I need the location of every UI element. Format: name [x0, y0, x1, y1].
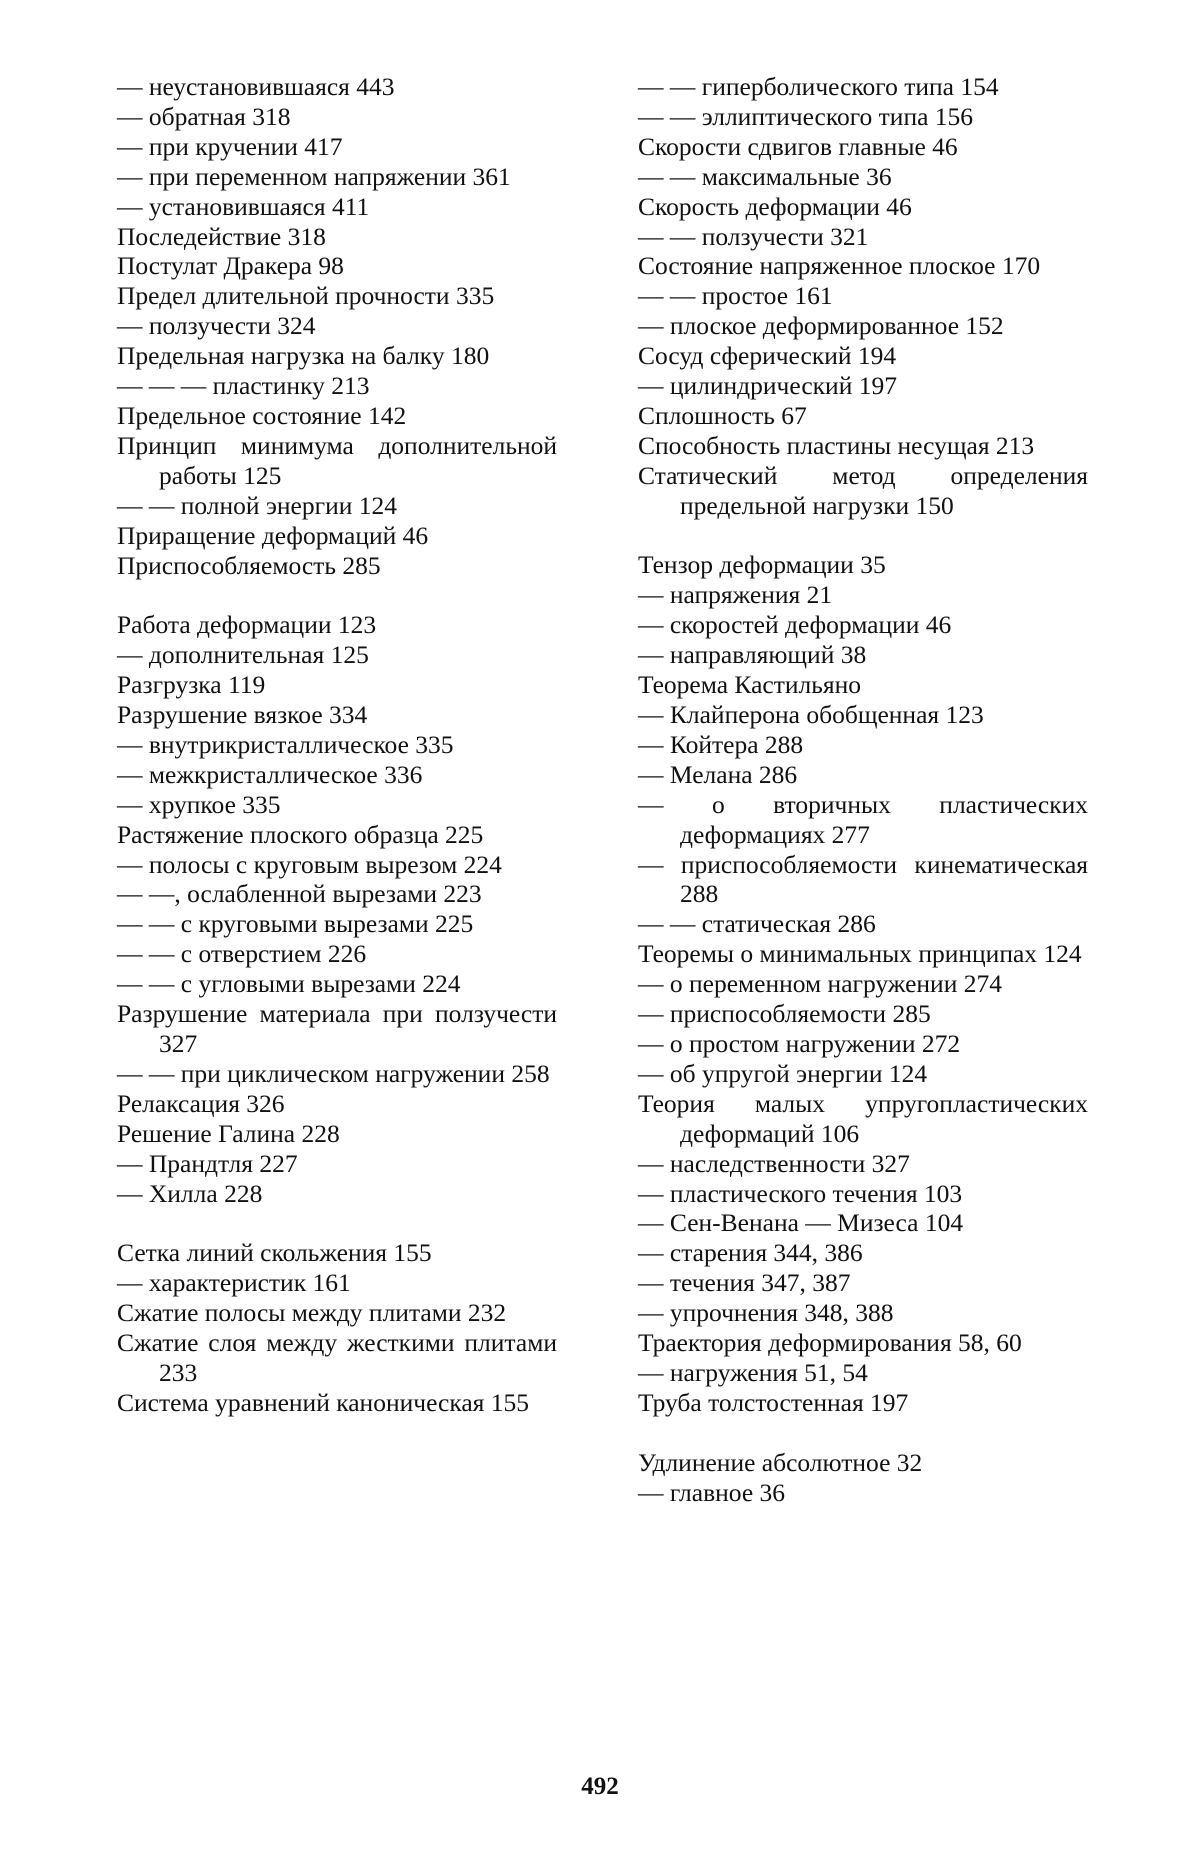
index-entry: Труба толстостенная 197	[638, 1387, 909, 1417]
index-entry: Теоремы о минимальных принципах 124	[638, 939, 1082, 969]
index-entry: Сплошность 67	[638, 400, 807, 430]
index-entry: — — с отверстием 226	[117, 939, 367, 969]
index-entry: Теорема Кастильяно	[638, 670, 861, 700]
index-entry: Разрушение материала при ползучести 327	[117, 999, 557, 1058]
index-entry: — Прандтля 227	[117, 1148, 298, 1178]
index-entry: Решение Галина 228	[117, 1118, 340, 1148]
index-entry: — течения 347, 387	[638, 1268, 851, 1298]
index-entry: — Клайперона обобщенная 123	[638, 700, 984, 730]
index-entry: Предельная нагрузка на балку 180	[117, 341, 490, 371]
index-entry: — о вторичных пластических деформациях 277	[638, 789, 1088, 849]
index-entry: Разгрузка 119	[117, 670, 266, 700]
index-entry: Удлинение абсолютное 32	[638, 1447, 923, 1477]
index-entry: Предельное состояние 142	[117, 400, 407, 430]
index-entry: — — при циклическом нагружении 258	[117, 1058, 550, 1088]
index-entry: Приращение деформаций 46	[117, 520, 429, 550]
section-gap	[638, 521, 1088, 551]
index-entry: — скоростей деформации 46	[638, 610, 952, 640]
index-entry: — — эллиптического типа 156	[638, 101, 974, 131]
index-entry: Работа деформации 123	[117, 610, 377, 640]
section-gap	[638, 1418, 1088, 1448]
index-entry: — — ползучести 321	[638, 221, 869, 251]
index-entry: — ползучести 324	[117, 311, 316, 341]
index-entry: — напряжения 21	[638, 580, 833, 610]
index-entry: — нагружения 51, 54	[638, 1357, 868, 1387]
index-entry: — дополнительная 125	[117, 640, 369, 670]
index-entry: — — с круговыми вырезами 225	[117, 909, 474, 939]
index-entry: — — с угловыми вырезами 224	[117, 969, 461, 999]
index-entry: — установившаяся 411	[117, 191, 370, 221]
index-entry: — цилиндрический 197	[638, 371, 897, 401]
index-entry: Сетка линий скольжения 155	[117, 1238, 432, 1268]
index-entry: — — простое 161	[638, 281, 833, 311]
index-column-left	[117, 72, 557, 1418]
index-entry: — пластического течения 103	[638, 1178, 963, 1208]
index-column-right	[638, 72, 1088, 1507]
index-entry: Сжатие полосы между плитами 232	[117, 1298, 507, 1328]
index-entry: — старения 344, 386	[638, 1238, 863, 1268]
index-entry: Приспособляемость 285	[117, 550, 381, 580]
index-entry: Принцип минимума дополнительной работы 125	[117, 430, 557, 490]
index-entry: — наследственности 327	[638, 1148, 910, 1178]
index-entry: Состояние напряженное плоское 170	[638, 251, 1041, 281]
index-entry: — — статическая 286	[638, 909, 876, 939]
index-entry: — приспособляемости кинематическая 288	[638, 849, 1088, 909]
index-entry: Тензор деформации 35	[638, 550, 886, 580]
index-entry: — неустановившаяся 443	[117, 72, 395, 101]
index-entry: Скорость деформации 46	[638, 191, 912, 221]
index-entry: Система уравнений каноническая 155	[117, 1387, 530, 1417]
index-entry: Сжатие слоя между жесткими плитами 233	[117, 1328, 557, 1387]
index-entry: — при переменном напряжении 361	[117, 161, 511, 191]
index-entry: Траектория деформирования 58, 60	[638, 1328, 1022, 1358]
index-entry: Последействие 318	[117, 221, 326, 251]
index-entry: — —, ослабленной вырезами 223	[117, 879, 482, 909]
index-entry: — хрупкое 335	[117, 789, 281, 819]
index-entry: — межкристаллическое 336	[117, 759, 423, 789]
index-entry: Скорости сдвигов главные 46	[638, 131, 958, 161]
index-entry: — Койтера 288	[638, 729, 804, 759]
index-entry: — полосы с круговым вырезом 224	[117, 849, 502, 879]
index-entry: Сосуд сферический 194	[638, 341, 897, 371]
index-entry: — главное 36	[638, 1477, 786, 1507]
page-number: 492	[581, 1773, 619, 1800]
index-entry: — упрочнения 348, 388	[638, 1298, 894, 1328]
index-entry: — о простом нагружении 272	[638, 1028, 961, 1058]
section-gap	[117, 1208, 557, 1238]
index-entry: — об упругой энергии 124	[638, 1058, 928, 1088]
section-gap	[117, 580, 557, 610]
index-entry: Разрушение вязкое 334	[117, 700, 368, 730]
index-entry: — — максимальные 36	[638, 161, 892, 191]
index-entry: — обратная 318	[117, 101, 291, 131]
index-entry: Растяжение плоского образца 225	[117, 819, 484, 849]
index-entry: — — полной энергии 124	[117, 490, 397, 520]
index-entry: — Мелана 286	[638, 759, 798, 789]
index-entry: — — — пластинку 213	[117, 371, 370, 401]
index-entry: — Сен-Венана — Мизеса 104	[638, 1208, 964, 1238]
index-entry: — приспособляемости 285	[638, 999, 931, 1029]
index-entry: Предел длительной прочности 335	[117, 281, 495, 311]
index-entry: Статический метод определения предельной нагрузки 150	[638, 460, 1088, 520]
index-entry: Постулат Дракера 98	[117, 251, 344, 281]
index-entry: — внутрикристаллическое 335	[117, 729, 454, 759]
index-entry: Способность пластины несущая 213	[638, 430, 1035, 460]
index-entry: — о переменном нагружении 274	[638, 969, 1002, 999]
index-entry: — — гиперболического типа 154	[638, 72, 999, 101]
index-entry: — характеристик 161	[117, 1268, 351, 1298]
index-entry: Релаксация 326	[117, 1088, 285, 1118]
index-entry: — Хилла 228	[117, 1178, 263, 1208]
index-entry: — при кручении 417	[117, 131, 343, 161]
index-entry: — плоское деформированное 152	[638, 311, 1004, 341]
index-entry: Теория малых упругопластических деформаций 106	[638, 1088, 1088, 1148]
index-entry: — направляющий 38	[638, 640, 867, 670]
